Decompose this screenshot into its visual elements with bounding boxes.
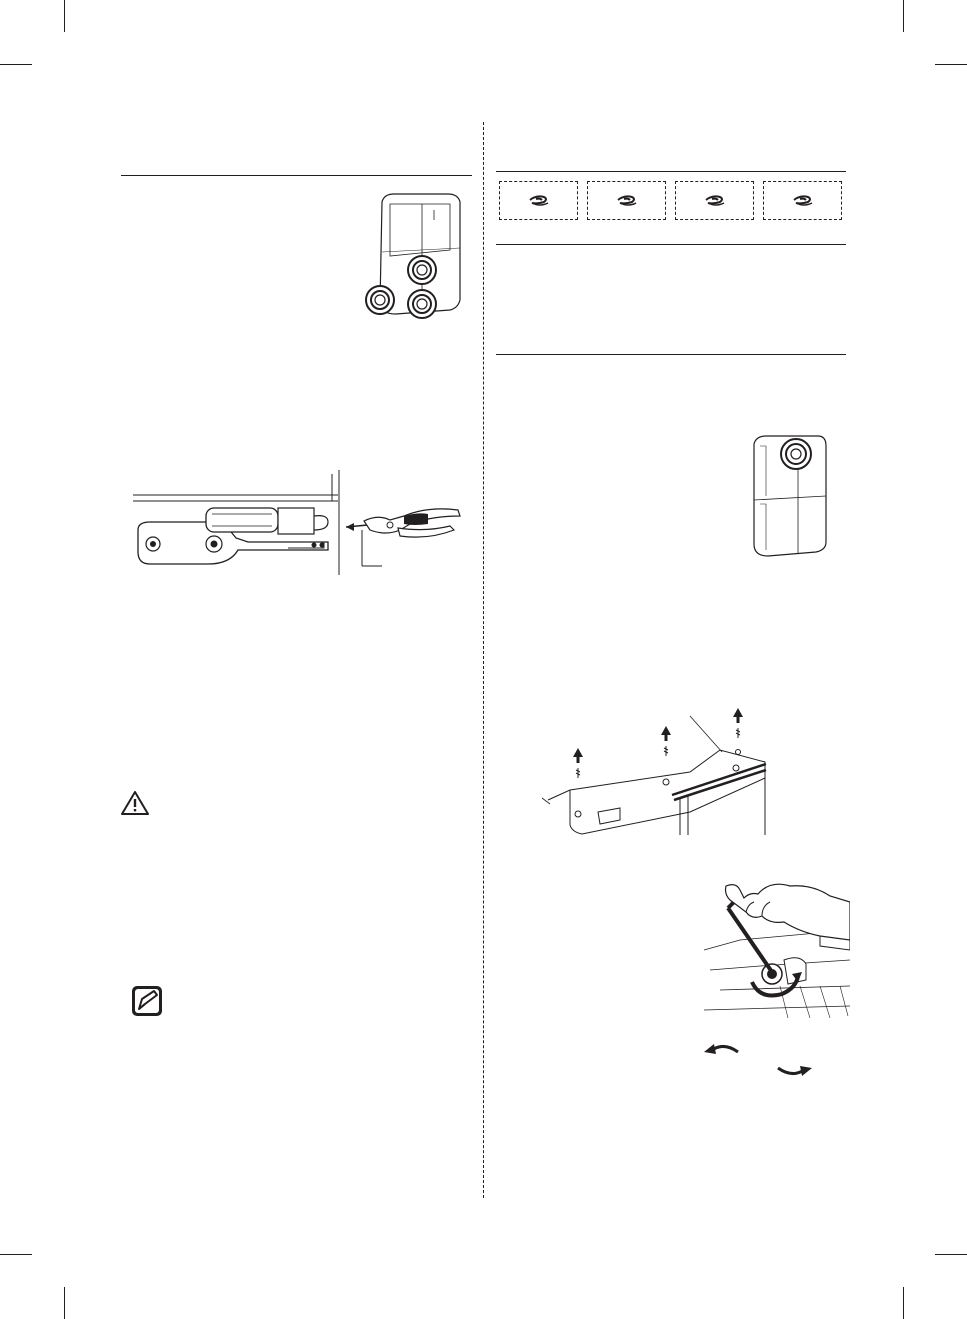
hinge-pliers-illustration xyxy=(128,470,468,575)
spacer-clip-box xyxy=(499,181,578,220)
fridge-top-hinge-illustration xyxy=(746,432,830,560)
crop-mark xyxy=(935,64,967,65)
warning-triangle-icon xyxy=(120,790,150,816)
spacer-clip-box xyxy=(587,181,666,220)
section-rule xyxy=(496,171,846,172)
spacer-clip-icon xyxy=(702,195,728,207)
spacer-clip-icon xyxy=(790,195,816,207)
crop-mark xyxy=(903,1287,904,1319)
note-pencil-icon xyxy=(130,984,164,1018)
spacer-clip-icon xyxy=(614,195,640,207)
section-rule xyxy=(496,354,846,355)
crop-mark xyxy=(0,1254,32,1255)
spacer-clip-box xyxy=(763,181,842,220)
crop-mark xyxy=(903,0,904,32)
rotate-clockwise-arrow-icon xyxy=(774,1060,814,1080)
section-rule xyxy=(121,175,472,176)
fridge-hinge-locations-illustration xyxy=(360,190,470,325)
rotate-counterclockwise-arrow-icon xyxy=(702,1040,742,1060)
crop-mark xyxy=(64,1287,65,1319)
spacer-clip-icon xyxy=(526,195,552,207)
crop-mark xyxy=(0,64,32,65)
hex-wrench-adjustment-illustration xyxy=(700,880,850,1020)
section-rule xyxy=(496,244,846,245)
crop-mark xyxy=(64,0,65,32)
column-divider xyxy=(483,122,484,1198)
spacer-clip-box xyxy=(675,181,754,220)
top-cover-screws-illustration xyxy=(540,700,780,845)
crop-mark xyxy=(935,1254,967,1255)
